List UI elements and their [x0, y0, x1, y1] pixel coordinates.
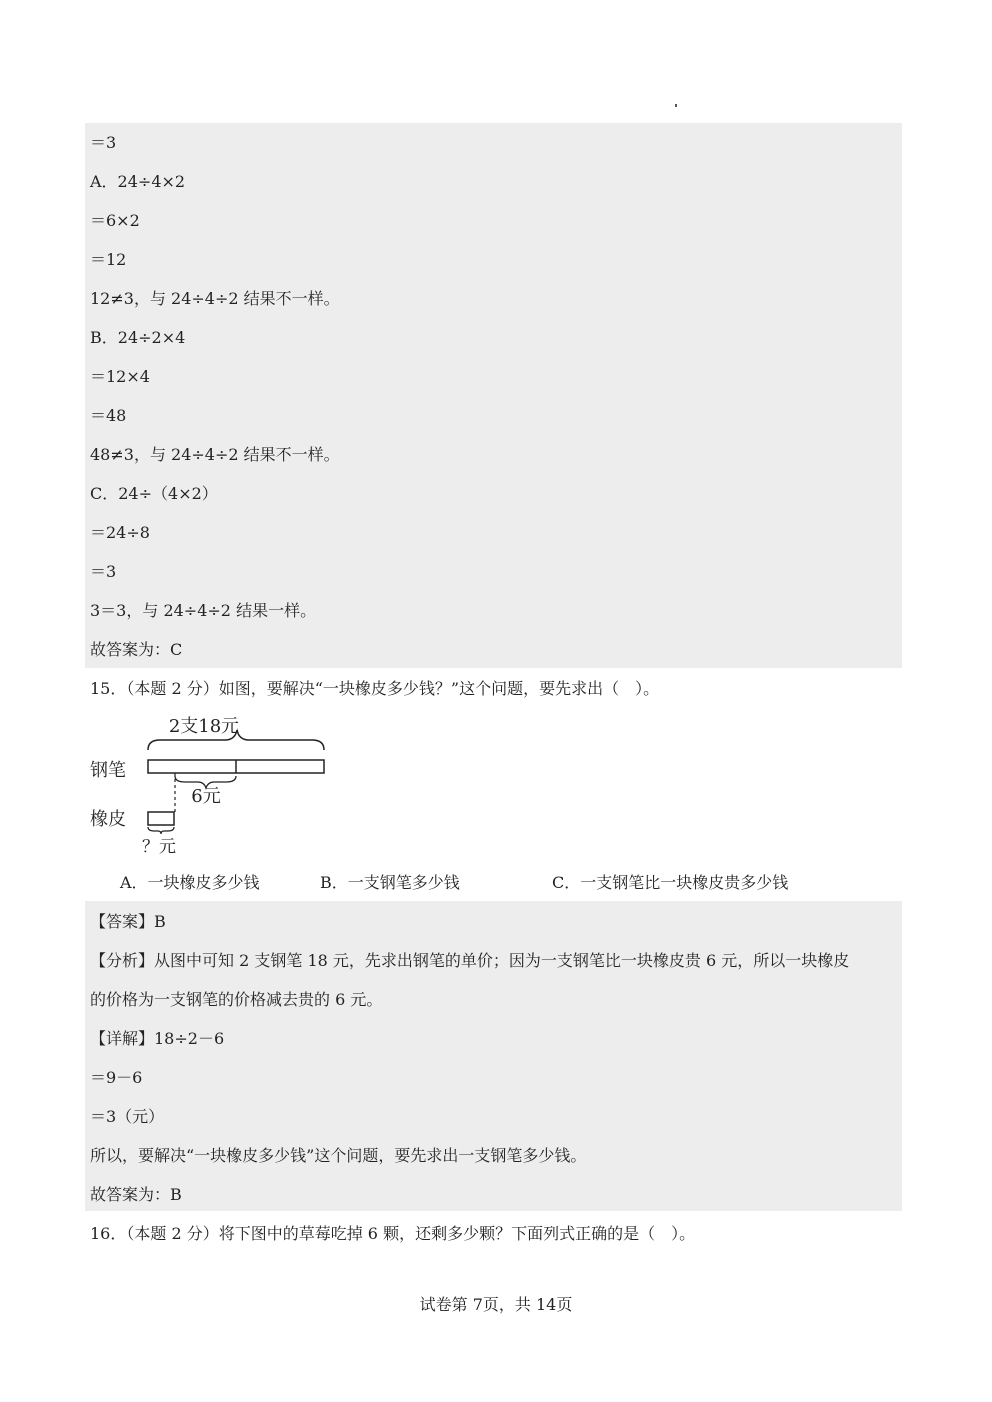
solution-15-detail: 【详解】18÷2－6	[90, 1029, 225, 1048]
solution-14-line: ＝48	[90, 406, 127, 425]
solution-15-conclusion: 所以，要解决“一块橡皮多少钱”这个问题，要先求出一支钢笔多少钱。	[90, 1146, 587, 1165]
question-16-text: 16．（本题 2 分）将下图中的草莓吃掉 6 颗，还剩多少颗？下面列式正确的是（ ）。	[90, 1224, 696, 1243]
scan-speck	[675, 104, 677, 107]
solution-14-line: ＝12×4	[90, 367, 150, 386]
solution-14-line: C．24÷（4×2）	[90, 484, 218, 503]
line-segment-diagram	[80, 710, 340, 860]
pen-label: 钢笔	[90, 760, 126, 781]
eraser-bar	[148, 812, 174, 825]
solution-15-step: ＝3（元）	[90, 1107, 165, 1126]
solution-14-line: ＝12	[90, 250, 127, 269]
solution-14-line: A．24÷4×2	[90, 172, 186, 191]
option-b: B．一支钢笔多少钱	[320, 873, 460, 892]
brace-eraser	[148, 827, 174, 834]
solution-14-line: B．24÷2×4	[90, 328, 186, 347]
solution-14-line: ＝3	[90, 562, 117, 581]
solution-15-analysis-line: 的价格为一支钢笔的价格减去贵的 6 元。	[90, 990, 383, 1009]
solution-15-analysis-line: 【分析】从图中可知 2 支钢笔 18 元，先求出钢笔的单价；因为一支钢笔比一块橡皮贵 6 元，所以一块橡皮	[90, 951, 850, 970]
eraser-label: 橡皮	[90, 809, 126, 830]
option-c: C．一支钢笔比一块橡皮贵多少钱	[552, 873, 789, 892]
solution-15-final-answer: 故答案为：B	[90, 1185, 182, 1204]
solution-14-line: 3＝3，与 24÷4÷2 结果一样。	[90, 601, 317, 620]
diff-label: 6元	[191, 786, 221, 807]
question-15-text: 15．（本题 2 分）如图，要解决“一块橡皮多少钱？”这个问题，要先求出（ ）。	[90, 679, 660, 698]
unknown-label: ？元	[142, 837, 176, 857]
diagram-top-label: 2支18元	[168, 716, 240, 737]
solution-14-shaded-block	[85, 123, 902, 668]
option-a: A．一块橡皮多少钱	[120, 873, 260, 892]
solution-15-answer: 【答案】B	[90, 912, 166, 931]
solution-14-final-answer: 故答案为：C	[90, 640, 183, 659]
solution-15-step: ＝9－6	[90, 1068, 143, 1087]
solution-14-line: ＝6×2	[90, 211, 140, 230]
solution-14-line: 48≠3，与 24÷4÷2 结果不一样。	[90, 445, 340, 464]
solution-14-line: 12≠3，与 24÷4÷2 结果不一样。	[90, 289, 340, 308]
solution-14-line: ＝3	[90, 133, 117, 152]
solution-14-line: ＝24÷8	[90, 523, 150, 542]
page-footer: 试卷第 7页，共 14页	[419, 1295, 573, 1314]
